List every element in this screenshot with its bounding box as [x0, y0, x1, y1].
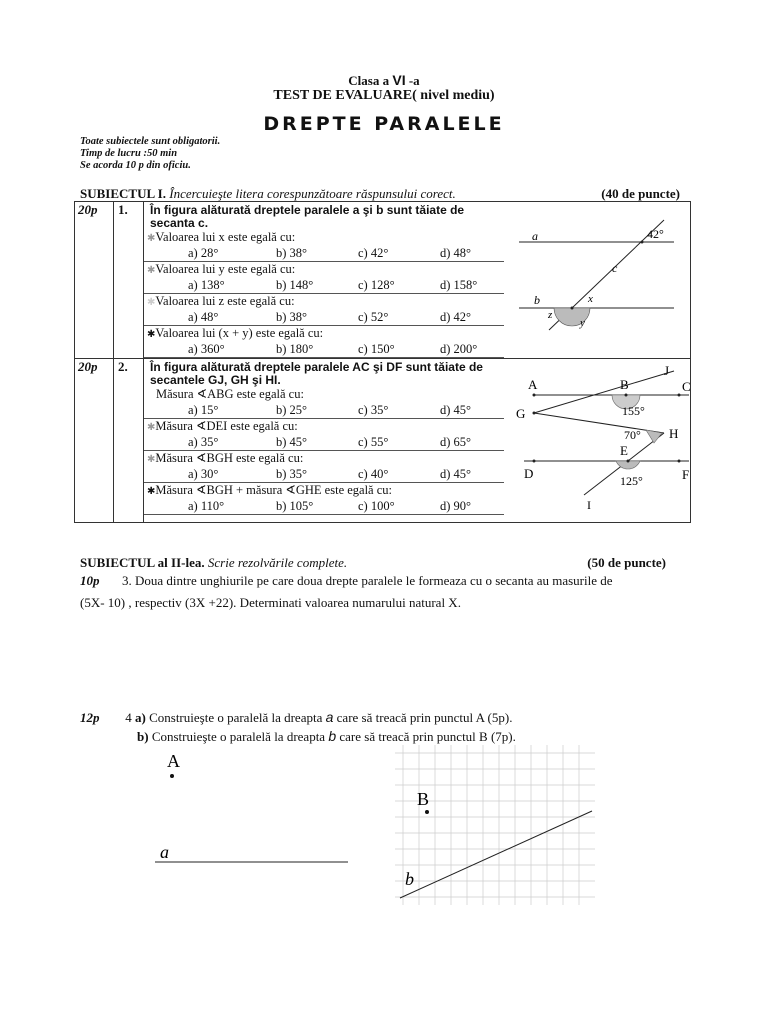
option-c[interactable]: c) 35°: [358, 403, 389, 417]
option-b[interactable]: b) 180°: [276, 342, 314, 356]
q1-figure: [514, 212, 694, 342]
label-H: H: [669, 426, 679, 441]
option-a[interactable]: a) 35°: [188, 435, 219, 449]
option-a[interactable]: a) 48°: [188, 310, 219, 324]
point-b-dot: [625, 394, 628, 397]
option-a[interactable]: a) 28°: [188, 246, 219, 260]
question-4: 12p 4 a) Construieşte o paralelă la dreapta a care să treacă prin punctul A (5p). b) Construieşte o paralelă la dreapta b care să treacă prin punctul B (7p).: [80, 709, 516, 744]
label-x: x: [588, 293, 593, 305]
point-B-label: B: [417, 789, 430, 809]
label-c: c: [612, 261, 618, 275]
label-z: z: [548, 309, 553, 321]
star-icon: ✱: [147, 297, 156, 308]
option-b[interactable]: b) 25°: [276, 403, 308, 417]
star-icon: ✱: [147, 486, 156, 497]
point-A: [170, 774, 174, 778]
point-e-dot: [627, 460, 630, 463]
intersection-point: [641, 241, 644, 244]
label-C: C: [682, 379, 691, 394]
rules-block: [80, 136, 220, 172]
label-J: J: [664, 363, 670, 378]
q1-body: [144, 202, 691, 359]
option-c[interactable]: c) 128°: [358, 278, 395, 292]
q3-points: 10p: [80, 573, 100, 588]
q2-lead: În figura alăturată dreptele paralele AC şi DF sunt tăiate de secantele GJ, GH şi HI.: [150, 360, 483, 387]
q1-lead: În figura alăturată dreptele paralele a şi b sunt tăiate de secanta c.: [150, 203, 465, 230]
option-d[interactable]: d) 42°: [440, 310, 472, 324]
q2-body: [144, 359, 691, 523]
label-a: a: [532, 229, 538, 243]
q1-sub: ✱Valoarea lui x este egală cu: a) 28° b) 38° c) 42° d) 48°: [144, 230, 504, 262]
star-icon: ✱: [147, 329, 156, 340]
construction-area-a[interactable]: [150, 745, 360, 875]
option-d[interactable]: d) 158°: [440, 278, 478, 292]
subject1-header: SUBIECTUL I. Încercuieşte litera corespunzătoare răspunsului corect. (40 de puncte): [80, 186, 680, 201]
label-y: y: [580, 317, 585, 329]
point-a-dot: [533, 394, 536, 397]
q2-sub: Măsura ∢ABG este egală cu: a) 15° b) 25° c) 35° d) 45°: [144, 387, 504, 419]
angle-label: 155°: [622, 404, 645, 418]
q1-sub: ✱Valoarea lui (x + y) este egală cu: a) 360° b) 180° c) 150° d) 200°: [144, 326, 504, 358]
q2-sub: ✱Măsura ∢BGH + măsura ∢GHE este egală cu: a) 110° b) 105° c) 100° d) 90°: [144, 483, 504, 515]
q2-number: 2.: [114, 359, 144, 523]
test-title: TEST DE EVALUARE( nivel mediu): [273, 88, 495, 103]
option-a[interactable]: a) 30°: [188, 467, 219, 481]
page-title: DREPTE PARALELE: [263, 113, 505, 135]
option-b[interactable]: b) 35°: [276, 467, 308, 481]
intersection-point: [571, 307, 574, 310]
label-B: B: [620, 377, 629, 392]
question-3: [80, 570, 690, 614]
option-b[interactable]: b) 105°: [276, 499, 314, 513]
option-b[interactable]: b) 38°: [276, 310, 308, 324]
point-d-dot: [533, 460, 536, 463]
subject2-header: SUBIECTUL al II-lea. Scrie rezolvările complete. (50 de puncte): [80, 555, 666, 570]
option-c[interactable]: c) 40°: [358, 467, 389, 481]
angle-label: 42°: [647, 227, 664, 241]
option-b[interactable]: b) 45°: [276, 435, 308, 449]
class-line: Clasa a VI -a: [348, 72, 420, 88]
q1-number: 1.: [114, 202, 144, 359]
label-I: I: [587, 498, 591, 512]
construction-area-b[interactable]: [395, 745, 595, 905]
option-b[interactable]: b) 148°: [276, 278, 314, 292]
option-a[interactable]: a) 15°: [188, 403, 219, 417]
rule-line: Se acorda 10 p din oficiu.: [80, 160, 191, 171]
option-c[interactable]: c) 150°: [358, 342, 395, 356]
option-d[interactable]: d) 65°: [440, 435, 472, 449]
questions-table: [74, 201, 691, 523]
q2-sub: ✱Măsura ∢DEI este egală cu: a) 35° b) 45° c) 55° d) 65°: [144, 419, 504, 451]
option-d[interactable]: d) 200°: [440, 342, 478, 356]
star-icon: ✱: [147, 233, 156, 244]
option-c[interactable]: c) 100°: [358, 499, 395, 513]
grid-lines: [395, 745, 595, 905]
angle-label: 70°: [624, 428, 641, 442]
q2-points: 20p: [75, 359, 114, 523]
star-icon: ✱: [147, 265, 156, 276]
option-a[interactable]: a) 360°: [188, 342, 225, 356]
label-D: D: [524, 466, 534, 481]
line-a-label: a: [160, 842, 169, 862]
q1-points: 20p: [75, 202, 114, 359]
q2-sub: ✱Măsura ∢BGH este egală cu: a) 30° b) 35° c) 40° d) 45°: [144, 451, 504, 483]
q1-sub: ✱Valoarea lui y este egală cu: a) 138° b) 148° c) 128° d) 158°: [144, 262, 504, 294]
q1-sub: ✱Valoarea lui z este egală cu: a) 48° b) 38° c) 52° d) 42°: [144, 294, 504, 326]
angle-label: 125°: [620, 474, 643, 488]
point-c-dot: [678, 394, 681, 397]
option-c[interactable]: c) 52°: [358, 310, 389, 324]
q2-figure: [514, 363, 699, 513]
option-b[interactable]: b) 38°: [276, 246, 308, 260]
rule-line: Toate subiectele sunt obligatorii.: [80, 136, 221, 147]
point-A-label: A: [167, 751, 180, 771]
option-d[interactable]: d) 45°: [440, 467, 472, 481]
point-g-dot: [533, 412, 536, 415]
point-B: [425, 810, 429, 814]
secant-gj: [534, 371, 674, 413]
q4-number: 4: [125, 710, 132, 725]
star-icon: ✱: [147, 422, 156, 433]
q3-text: 3. Doua dintre unghiurile pe care doua drepte paralele le formeaza cu o secanta au masurile de: [122, 573, 613, 588]
option-a[interactable]: a) 138°: [188, 278, 225, 292]
line-b-label: b: [405, 869, 414, 889]
rule-line: Timp de lucru :50 min: [80, 148, 178, 159]
option-d[interactable]: d) 90°: [440, 499, 472, 513]
label-b: b: [534, 293, 540, 307]
label-F: F: [682, 467, 690, 482]
option-c[interactable]: c) 42°: [358, 246, 389, 260]
option-c[interactable]: c) 55°: [358, 435, 389, 449]
option-a[interactable]: a) 110°: [188, 499, 225, 513]
q4-points: 12p: [80, 710, 100, 725]
star-icon: ✱: [147, 454, 156, 465]
label-G: G: [516, 406, 526, 421]
label-E: E: [620, 443, 628, 458]
option-d[interactable]: d) 48°: [440, 246, 472, 260]
option-d[interactable]: d) 45°: [440, 403, 472, 417]
label-A: A: [528, 377, 538, 392]
q3-text-line2: (5X- 10) , respectiv (3X +22). Determinati valoarea numarului natural X.: [80, 595, 461, 610]
point-f-dot: [678, 460, 681, 463]
